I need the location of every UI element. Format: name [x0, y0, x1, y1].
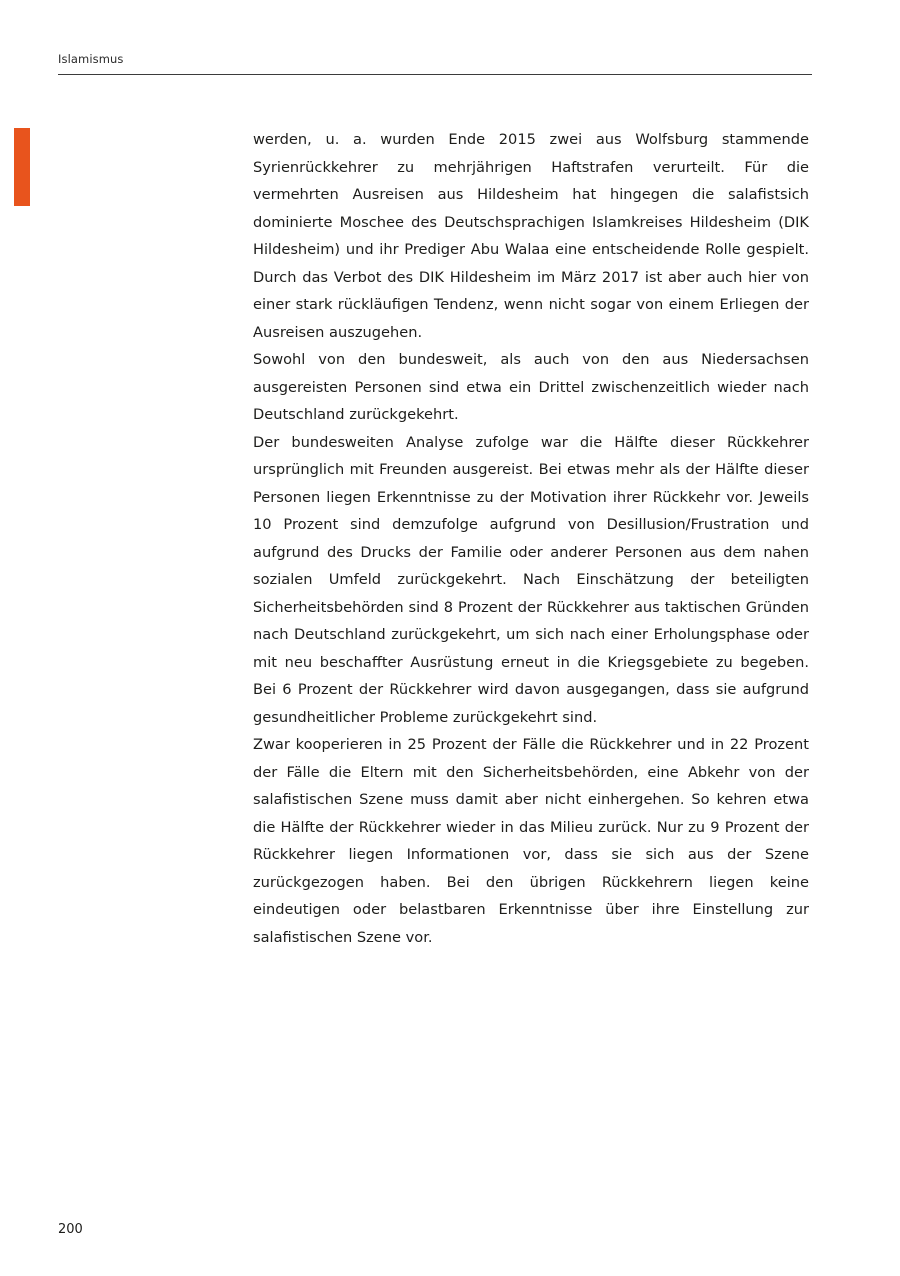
page-header — [58, 52, 812, 75]
header-divider — [58, 74, 812, 75]
paragraph: Sowohl von den bundesweit, als auch von den aus Niedersachsen ausgereisten Personen sind etwa ein Drittel zwischenzeitlich wieder nach Deutschland zurückgekehrt. — [253, 351, 809, 423]
paragraph: Der bundesweiten Analyse zufolge war die Hälfte dieser Rückkehrer ursprünglich mit Freunden ausgereist. Bei etwas mehr als der Hälfte dieser Personen liegen Erkenntnisse zu der Motivation ihrer Rückkehr vor. Jeweils 10 Prozent sind demzufolge aufgrund von Desillusion/Frustration und aufgrund des Drucks der Familie oder anderer Personen aus dem nahen sozialen Umfeld zurückgekehrt. Nach Einschätzung der beteiligten Sicherheitsbehörden sind 8 Prozent der Rückkehrer aus taktischen Gründen nach Deutschland zurückgekehrt, um sich nach einer Erholungsphase oder mit neu beschaffter Ausrüstung erneut in die Kriegsgebiete zu begeben. Bei 6 Prozent der Rückkehrer wird davon ausgegangen, dass sie aufgrund gesundheitlicher Probleme zurückgekehrt sind. — [253, 433, 809, 726]
page-number: 200 — [58, 1222, 83, 1237]
running-head: Islamismus — [58, 52, 124, 66]
body-text-column — [253, 126, 809, 951]
chapter-color-marker — [14, 128, 30, 206]
paragraph: werden, u. a. wurden Ende 2015 zwei aus Wolfsburg stammende Syrienrückkehrer zu mehrjährigen Haftstrafen verurteilt. Für die vermehrten Ausreisen aus Hildesheim hat hingegen die salafistsich dominierte Moschee des Deutschsprachigen Islamkreises Hildesheim (DIK Hildesheim) und ihr Prediger Abu Walaa eine entscheidende Rolle gespielt. Durch das Verbot des DIK Hildesheim im März 2017 ist aber auch hier von einer stark rückläufigen Tendenz, wenn nicht sogar von einem Erliegen der Ausreisen auszugehen. — [253, 131, 809, 341]
paragraph: Zwar kooperieren in 25 Prozent der Fälle die Rückkehrer und in 22 Prozent der Fälle die Eltern mit den Sicherheitsbehörden, eine Abkehr von der salafistischen Szene muss damit aber nicht einhergehen. So kehren etwa die Hälfte der Rückkehrer wieder in das Milieu zurück. Nur zu 9 Prozent der Rückkehrer liegen Informationen vor, dass sie sich aus der Szene zurückgezogen haben. Bei den übrigen Rückkehrern liegen keine eindeutigen oder belastbaren Erkenntnisse über ihre Einstellung zur salafistischen Szene vor. — [253, 736, 809, 946]
